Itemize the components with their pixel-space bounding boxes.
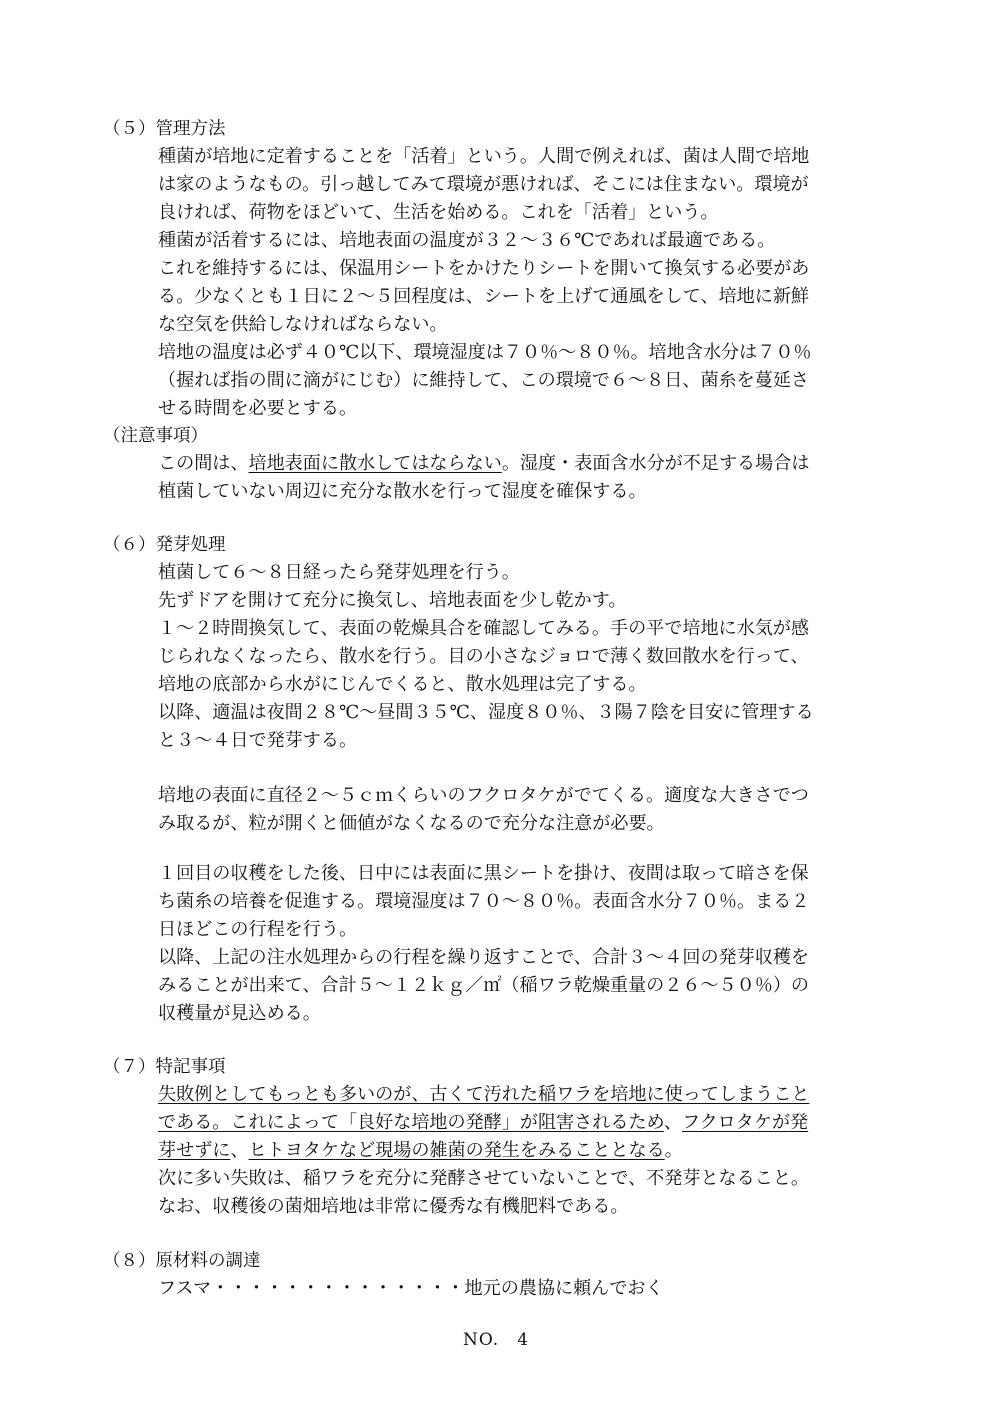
caution-line <box>158 452 902 476</box>
section-7-line: なお、収穫後の菌畑培地は非常に優秀な有機肥料である。 <box>158 1196 629 1217</box>
section-6-line: 以降、適温は夜間２８℃～昼間３５℃、湿度８０％、３陽７陰を目安に管理する <box>158 702 814 723</box>
section-6-line: 以降、上記の注水処理からの行程を繰り返すことで、合計３～４回の発芽収穫を <box>158 947 810 968</box>
section-7-line: 次に多い失敗は、稲ワラを充分に発酵させていないことで、不発芽となること。 <box>158 1168 810 1189</box>
section-6-line: 培地の底部から水がにじんでくると、散水処理は完了する。 <box>158 674 647 695</box>
section-5-line: 培地の温度は必ず４０℃以下、環境湿度は７０％～８０％。培地含水分は７０％ <box>158 342 812 363</box>
section-7-heading: （７）特記事項 <box>103 1057 226 1077</box>
section-7-line <box>158 1083 902 1107</box>
section-8-line: フスマ・・・・・・・・・・・・・・地元の農協に頼んでおく <box>158 1278 664 1299</box>
caution-text: この間は、 <box>158 453 249 474</box>
caution-line: 植菌していない周辺に充分な散水を行って湿度を確保する。 <box>158 481 647 502</box>
section-6-line: 植菌して６～８日経ったら発芽処理を行う。 <box>158 562 520 583</box>
section-7-text: 。 <box>664 1140 683 1161</box>
section-5-line: （握れば指の間に滴がにじむ）に維持して、この環境で６～８日、菌糸を蔓延さ <box>158 370 810 391</box>
section-5-line: は家のようなもの。引っ越してみて環境が悪ければ、そこには住まない。環境が <box>158 174 809 195</box>
caution-heading: （注意事項） <box>103 426 208 446</box>
section-6-line: 収穫量が見込める。 <box>158 1003 321 1024</box>
section-6-line: み取るが、粒が開くと価値がなくなるので充分な注意が必要。 <box>158 813 665 834</box>
section-6-line: じられなくなったら、散水を行う。目の小さなジョロで薄く数回散水を行って、 <box>158 646 809 667</box>
page-number: NO. 4 <box>462 1330 530 1350</box>
caution-text: 。湿度・表面含水分が不足する場合は <box>501 453 810 474</box>
section-6-line: 日ほどこの行程を行う。 <box>158 919 358 940</box>
section-6-line: 先ずドアを開けて充分に換気し、培地表面を少し乾かす。 <box>158 590 627 611</box>
section-5-line: る。少なくとも１日に２～５回程度は、シートを上げて通風をして、培地に新鮮 <box>158 286 810 307</box>
section-7-line <box>158 1111 902 1135</box>
section-7-line <box>158 1139 902 1163</box>
section-7-underlined-text: である。 <box>158 1112 231 1133</box>
section-7-underlined-text: これによって「良好な培地の発酵」が阻害されるため <box>230 1112 664 1133</box>
section-5-line: 種菌が活着するには、培地表面の温度が３２～３６℃であれば最適である。 <box>158 230 776 251</box>
section-7-underlined-text: 失敗例としてもっとも多いのが、古くて汚れた稲ワラを培地に使ってしまうこと <box>158 1084 810 1105</box>
section-5-line: 良ければ、荷物をほどいて、生活を始める。これを「活着」という。 <box>158 202 719 223</box>
section-7-text: 、 <box>663 1112 683 1133</box>
section-5-line: な空気を供給しなければならない。 <box>158 314 448 335</box>
section-6-line: １回目の収穫をした後、日中には表面に黒シートを掛け、夜間は取って暗さを保 <box>158 863 809 884</box>
section-7-text: 、 <box>230 1140 249 1161</box>
section-7-underlined-text: ヒトヨタケなど現場の雑菌の発生をみることとなる <box>248 1140 665 1161</box>
section-7-underlined-text: フクロタケが発 <box>682 1112 809 1133</box>
section-7-underlined-text: 芽せずに <box>158 1140 231 1161</box>
section-6-line: と３～４日で発芽する。 <box>158 730 358 751</box>
section-5-line: これを維持するには、保温用シートをかけたりシートを開いて換気する必要があ <box>158 258 810 279</box>
section-6-line: ち菌糸の培養を促進する。環境湿度は７０～８０％。表面含水分７０％。まる２ <box>158 891 810 912</box>
section-5-heading: （５）管理方法 <box>103 119 226 139</box>
section-5-line: 種菌が培地に定着することを「活着」という。人間で例えれば、菌は人間で培地 <box>158 146 810 167</box>
caution-underlined-text: 培地表面に散水してはならない <box>248 453 502 474</box>
section-6-line: １～２時間換気して、表面の乾燥具合を確認してみる。手の平で培地に水気が感 <box>158 618 810 639</box>
section-5-line: せる時間を必要とする。 <box>158 398 358 419</box>
section-6-heading: （６）発芽処理 <box>103 535 226 555</box>
section-8-heading: （８）原材料の調達 <box>103 1251 261 1271</box>
section-6-line: みることが出来て、合計５～１２ｋｇ／㎡（稲ワラ乾燥重量の２６～５０％）の <box>158 975 810 996</box>
section-6-line: 培地の表面に直径２～５ｃｍくらいのフクロタケがでてくる。適度な大きさでつ <box>158 785 809 806</box>
